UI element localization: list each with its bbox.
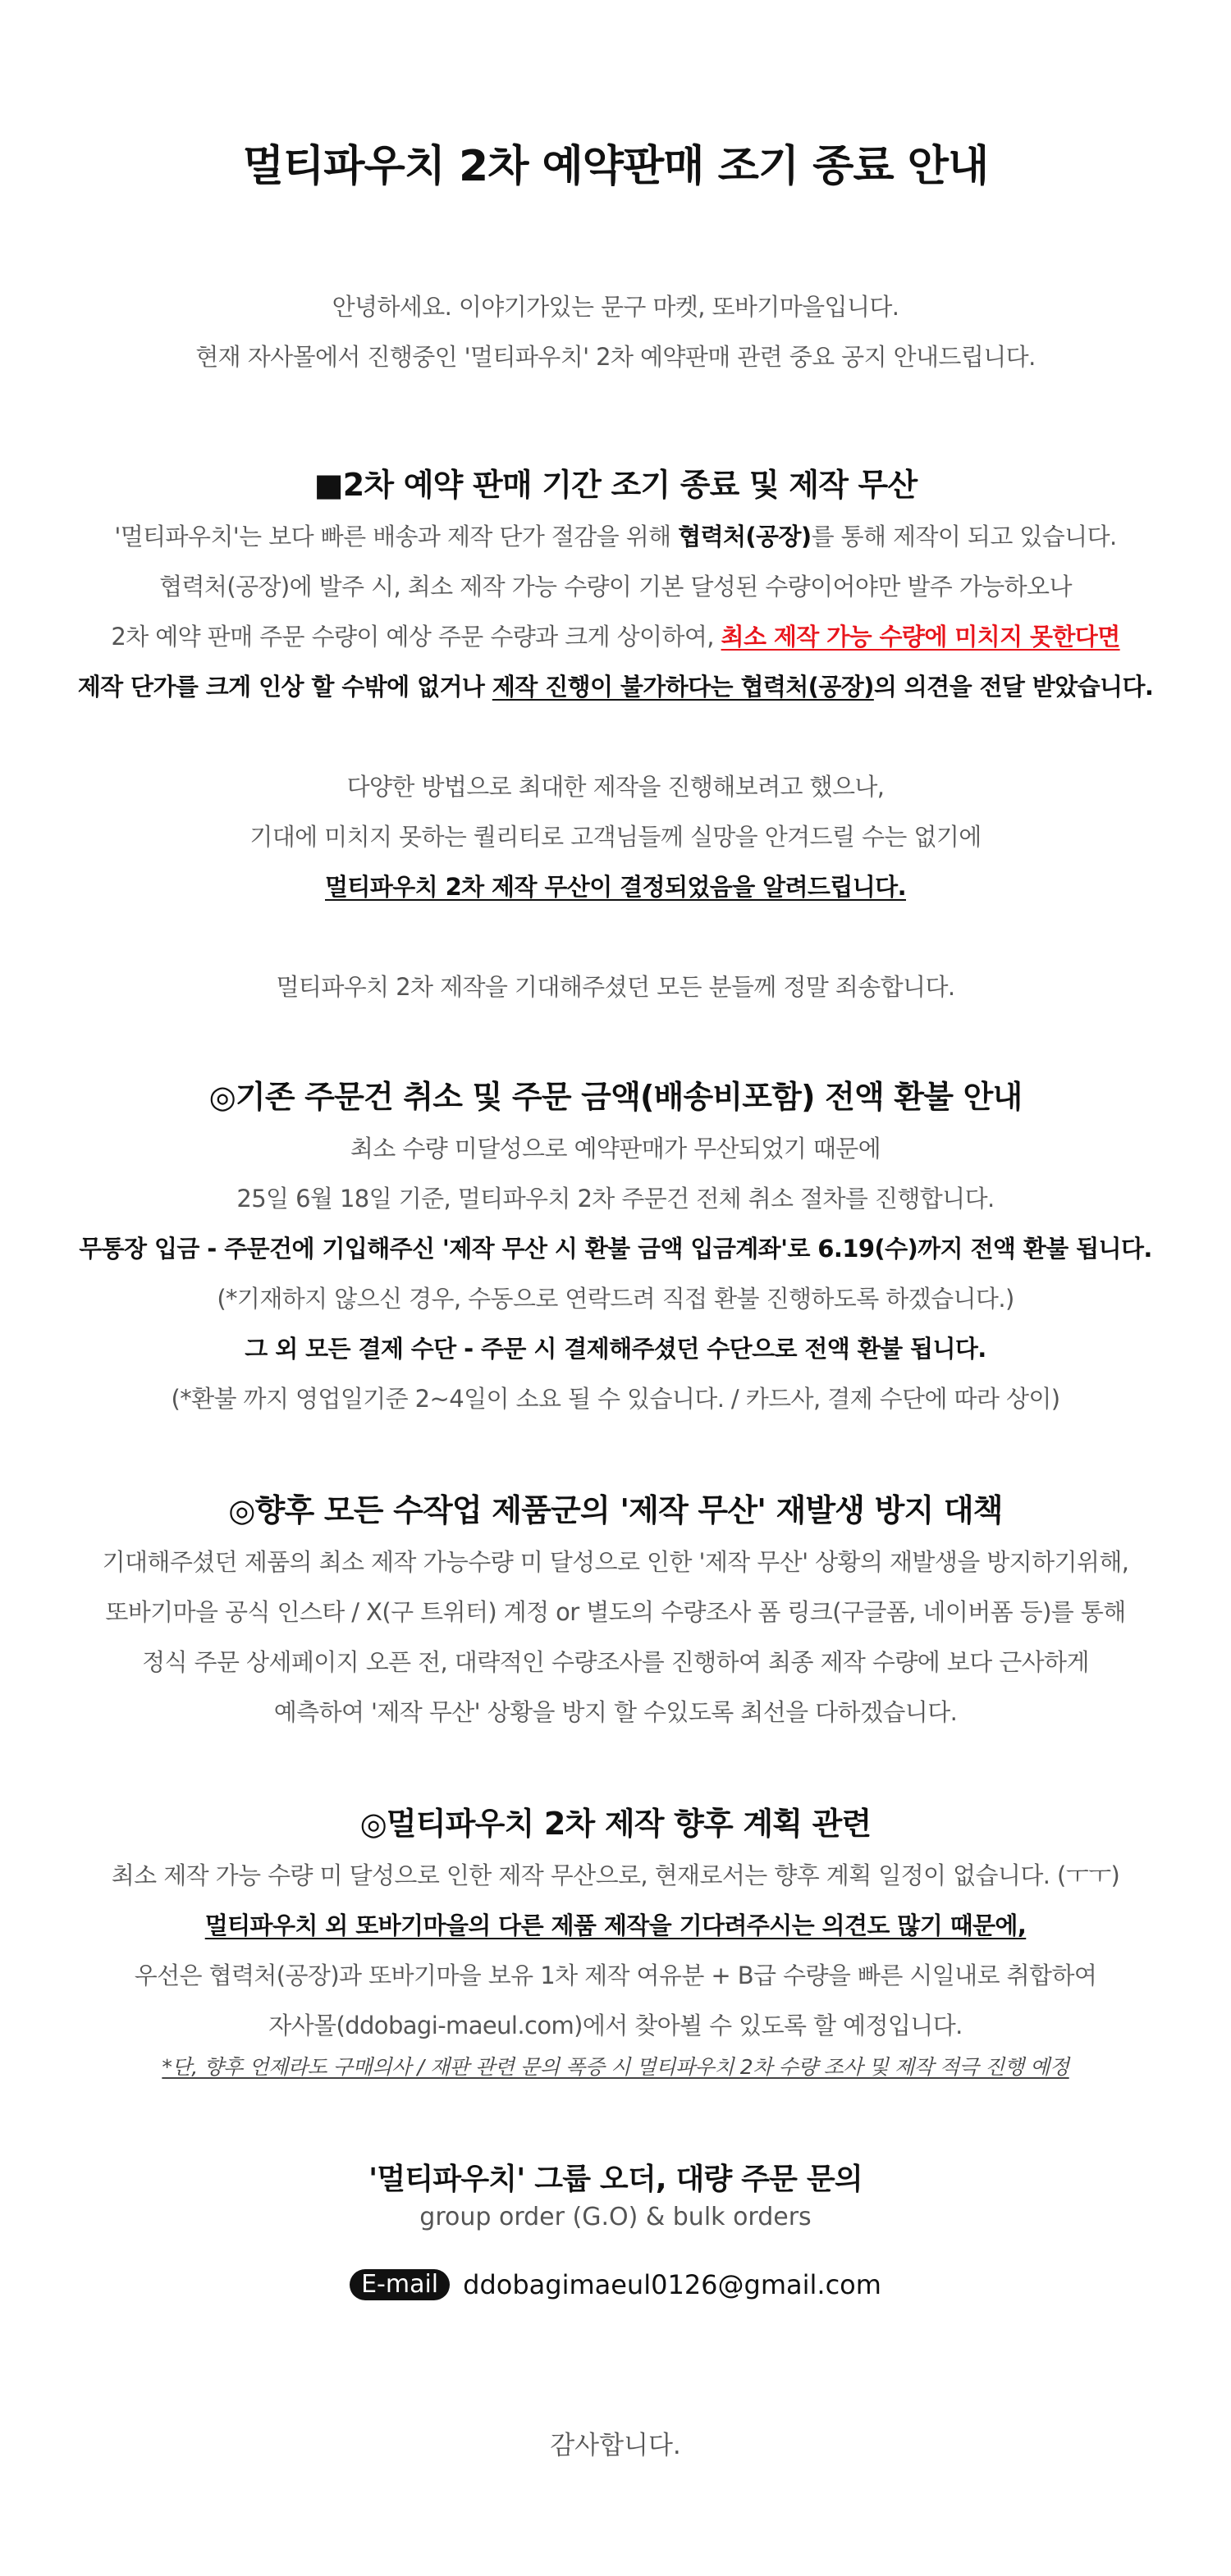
closing-section	[0, 2425, 1231, 2466]
section-heading-prevention: ◎향후 모든 수작업 제품군의 '제작 무산' 재발생 방지 대책	[228, 1492, 1003, 1528]
section1-line-4	[0, 662, 1231, 712]
section-heading-cancellation: ■2차 예약 판매 기간 조기 종료 및 제작 무산	[313, 467, 918, 503]
section-future-plans	[0, 1798, 1231, 2084]
section-cancellation	[0, 459, 1231, 1012]
refund-line-2: 25일 6월 18일 기준, 멀티파우치 2차 주문건 전체 취소 절차를 진행합니다.	[236, 1185, 995, 1213]
plans-line-1: 최소 제작 가능 수량 미 달성으로 인한 제작 무산으로, 현재로서는 향후 계획 일정이 없습니다. (ㅜㅜ)	[111, 1861, 1120, 1889]
section-refund	[0, 1071, 1231, 1424]
min-quantity-warning: 최소 제작 가능 수량에 미치지 못한다면	[721, 623, 1120, 651]
refund-bank-transfer: 무통장 입금 - 주문건에 기입해주신 '제작 무산 시 환불 금액 입금계좌'로 6.19(수)까지 전액 환불 됩니다.	[79, 1235, 1152, 1263]
intro-line-1: 안녕하세요. 이야기가있는 문구 마켓, 또바기마을입니다.	[332, 293, 899, 321]
email-row	[0, 2269, 1231, 2300]
prevention-line-2: 또바기마을 공식 인스타 / X(구 트위터) 계정 or 별도의 수량조사 폼 링크(구글폼, 네이버폼 등)를 통해	[105, 1598, 1126, 1626]
refund-other-payments: 그 외 모든 결제 수단 - 주문 시 결제해주셨던 수단으로 전액 환불 됩니다.	[245, 1335, 986, 1363]
email-address[interactable]: ddobagimaeul0126@gmail.com	[463, 2269, 881, 2300]
section1-line-1c: 를 통해 제작이 되고 있습니다.	[811, 523, 1117, 550]
prevention-line-1: 기대해주셨던 제품의 최소 제작 가능수량 미 달성으로 인한 '제작 무산' 상황의 재발생을 방지하기위해,	[102, 1548, 1129, 1576]
section1-line-4c: 의 의견을 전달 받았습니다.	[873, 673, 1154, 701]
plans-line-4: 자사몰(ddobagi-maeul.com)에서 찾아뵐 수 있도록 할 예정입니다.	[268, 2012, 963, 2039]
plans-footnote: *단, 향후 언제라도 구매의사 / 재판 관련 문의 폭증 시 멀티파우치 2차 수량 조사 및 제작 적극 진행 예정	[162, 2055, 1069, 2079]
section1-line-3	[0, 612, 1231, 662]
section1-line-5: 다양한 방법으로 최대한 제작을 진행해보려고 했으나,	[346, 773, 885, 801]
plans-line-3: 우선은 협력처(공장)과 또바기마을 보유 1차 제작 여유분 + B급 수량을 빠른 시일내로 취합하여	[134, 1962, 1097, 1989]
page-title: 멀티파우치 2차 예약판매 조기 종료 안내	[242, 142, 989, 191]
apology-line: 멀티파우치 2차 제작을 기대해주셨던 모든 분들께 정말 죄송합니다.	[276, 973, 955, 1001]
partner-factory-label: 협력처(공장)	[678, 523, 812, 550]
contact-subtitle: group order (G.O) & bulk orders	[419, 2203, 812, 2231]
section1-line-6: 기대에 미치지 못하는 퀄리티로 고객님들께 실망을 안겨드릴 수는 없기에	[249, 823, 982, 851]
production-impossible-notice: 제작 진행이 불가하다는 협력처(공장)	[492, 673, 874, 701]
closing-thanks: 감사합니다.	[550, 2431, 681, 2460]
section1-line-2: 협력처(공장)에 발주 시, 최소 제작 가능 수량이 기본 달성된 수량이어야만 발주 가능하오나	[159, 573, 1072, 601]
refund-line-4: (*기재하지 않으신 경우, 수동으로 연락드려 직접 환불 진행하도록 하겠습니다.)	[217, 1285, 1014, 1313]
email-badge: E-mail	[350, 2269, 450, 2300]
plans-line-2: 멀티파우치 외 또바기마을의 다른 제품 제작을 기다려주시는 의견도 많기 때문에,	[204, 1911, 1027, 1939]
prevention-line-4: 예측하여 '제작 무산' 상황을 방지 할 수있도록 최선을 다하겠습니다.	[273, 1698, 958, 1726]
intro-line-2: 현재 자사몰에서 진행중인 '멀티파우치' 2차 예약판매 관련 중요 공지 안내드립니다.	[195, 343, 1036, 371]
contact-title: '멀티파우치' 그룹 오더, 대량 주문 문의	[368, 2163, 863, 2196]
section1-line-4a: 제작 단가를 크게 인상 할 수밖에 없거나	[77, 673, 492, 701]
contact-section	[0, 2159, 1231, 2300]
section-heading-future-plans: ◎멀티파우치 2차 제작 향후 계획 관련	[359, 1806, 872, 1842]
prevention-line-3: 정식 주문 상세페이지 오픈 전, 대략적인 수량조사를 진행하여 최종 제작 수량에 보다 근사하게	[142, 1648, 1089, 1676]
section1-line-1a: '멀티파우치'는 보다 빠른 배송과 제작 단가 절감을 위해	[114, 523, 679, 550]
section-prevention	[0, 1485, 1231, 1738]
cancellation-decision-notice: 멀티파우치 2차 제작 무산이 결정되었음을 알려드립니다.	[325, 873, 906, 901]
section1-line-3a: 2차 예약 판매 주문 수량이 예상 주문 수량과 크게 상이하여,	[111, 623, 721, 651]
intro-section	[0, 282, 1231, 382]
section1-line-1	[0, 512, 1231, 562]
refund-line-6: (*환불 까지 영업일기준 2~4일이 소요 될 수 있습니다. / 카드사, 결제 수단에 따라 상이)	[171, 1385, 1060, 1413]
refund-line-1: 최소 수량 미달성으로 예약판매가 무산되었기 때문에	[350, 1135, 881, 1162]
section-heading-refund: ◎기존 주문건 취소 및 주문 금액(배송비포함) 전액 환불 안내	[208, 1079, 1023, 1115]
